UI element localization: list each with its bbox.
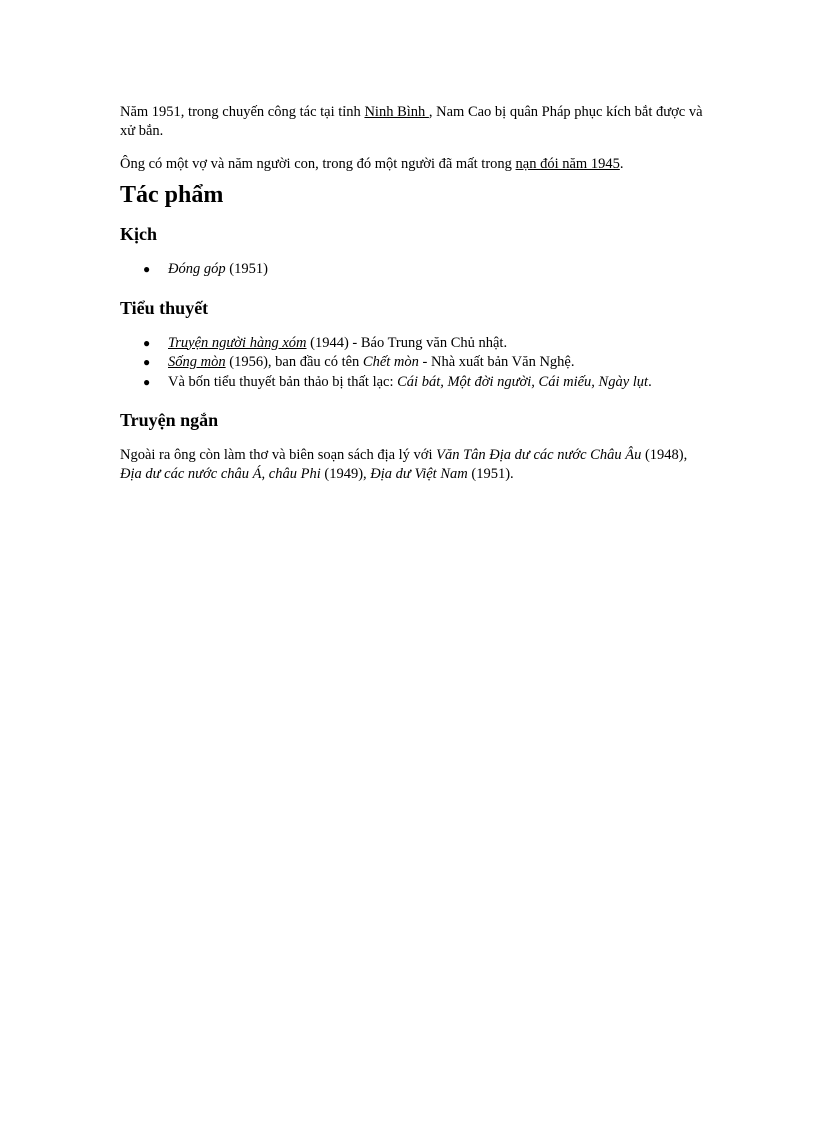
text: - Nhà xuất bản Văn Nghệ. [418,354,575,370]
text: (1949), [320,466,371,482]
text: Ngoài ra ông còn làm thơ và biên soạn sách địa lý với [120,447,437,463]
paragraph-family [120,155,705,174]
text: (1951) [225,261,268,277]
link-nan-doi-1945[interactable]: nạn đói năm 1945 [515,156,620,172]
work-title: Văn Tân Địa dư các nước Châu Âu [436,447,642,463]
list-item [143,373,705,393]
list-tieu-thuyet [120,334,705,393]
text: Ông có một vợ và năm người con, trong đó một người đã mất trong [120,156,516,172]
text: . [619,156,624,172]
text: Năm 1951, trong chuyến công tác tại tỉnh [120,104,365,120]
text: . [648,373,652,390]
bullet-icon: ● [143,335,151,350]
link-song-mon[interactable]: Sống mòn [168,354,226,370]
text: , Nam Cao bị quân Pháp phục kích bắt được và xử bắn. [120,104,703,139]
heading-tieu-thuyet: Tiểu thuyết [120,297,209,318]
work-title: Địa dư Việt Nam [370,466,468,482]
paragraph-capture [120,103,705,141]
text: (1944) - Báo Trung văn Chủ nhật. [306,334,508,351]
work-title: Chết mòn [362,354,419,370]
heading-kich: Kịch [120,224,158,244]
text: (1956), ban đầu có tên [225,354,363,370]
list-item [143,353,705,373]
bullet-icon: ● [143,262,151,276]
link-truyen-nguoi-hang-xom[interactable]: Truyện người hàng xóm [168,334,307,351]
list-item [143,260,705,280]
heading-tac-pham: Tác phẩm [120,182,224,208]
work-title: Đóng góp [168,261,226,277]
text: (1948), [641,447,688,463]
work-titles: Cái bát, Một đời người, Cái miếu, Ngày lụt [397,373,649,390]
list-kich [120,260,705,280]
bullet-icon: ● [143,355,151,369]
bullet-icon: ● [143,374,151,389]
heading-truyen-ngan: Truyện ngắn [120,410,219,430]
text: (1951). [467,466,514,482]
text: Và bốn tiểu thuyết bản thảo bị thất lạc: [168,373,398,390]
document-content [120,103,705,484]
link-ninh-binh[interactable]: Ninh Bình [364,104,429,120]
work-title: Địa dư các nước châu Á, châu Phi [120,466,321,482]
list-item [143,334,705,354]
paragraph-other-works [120,446,705,484]
